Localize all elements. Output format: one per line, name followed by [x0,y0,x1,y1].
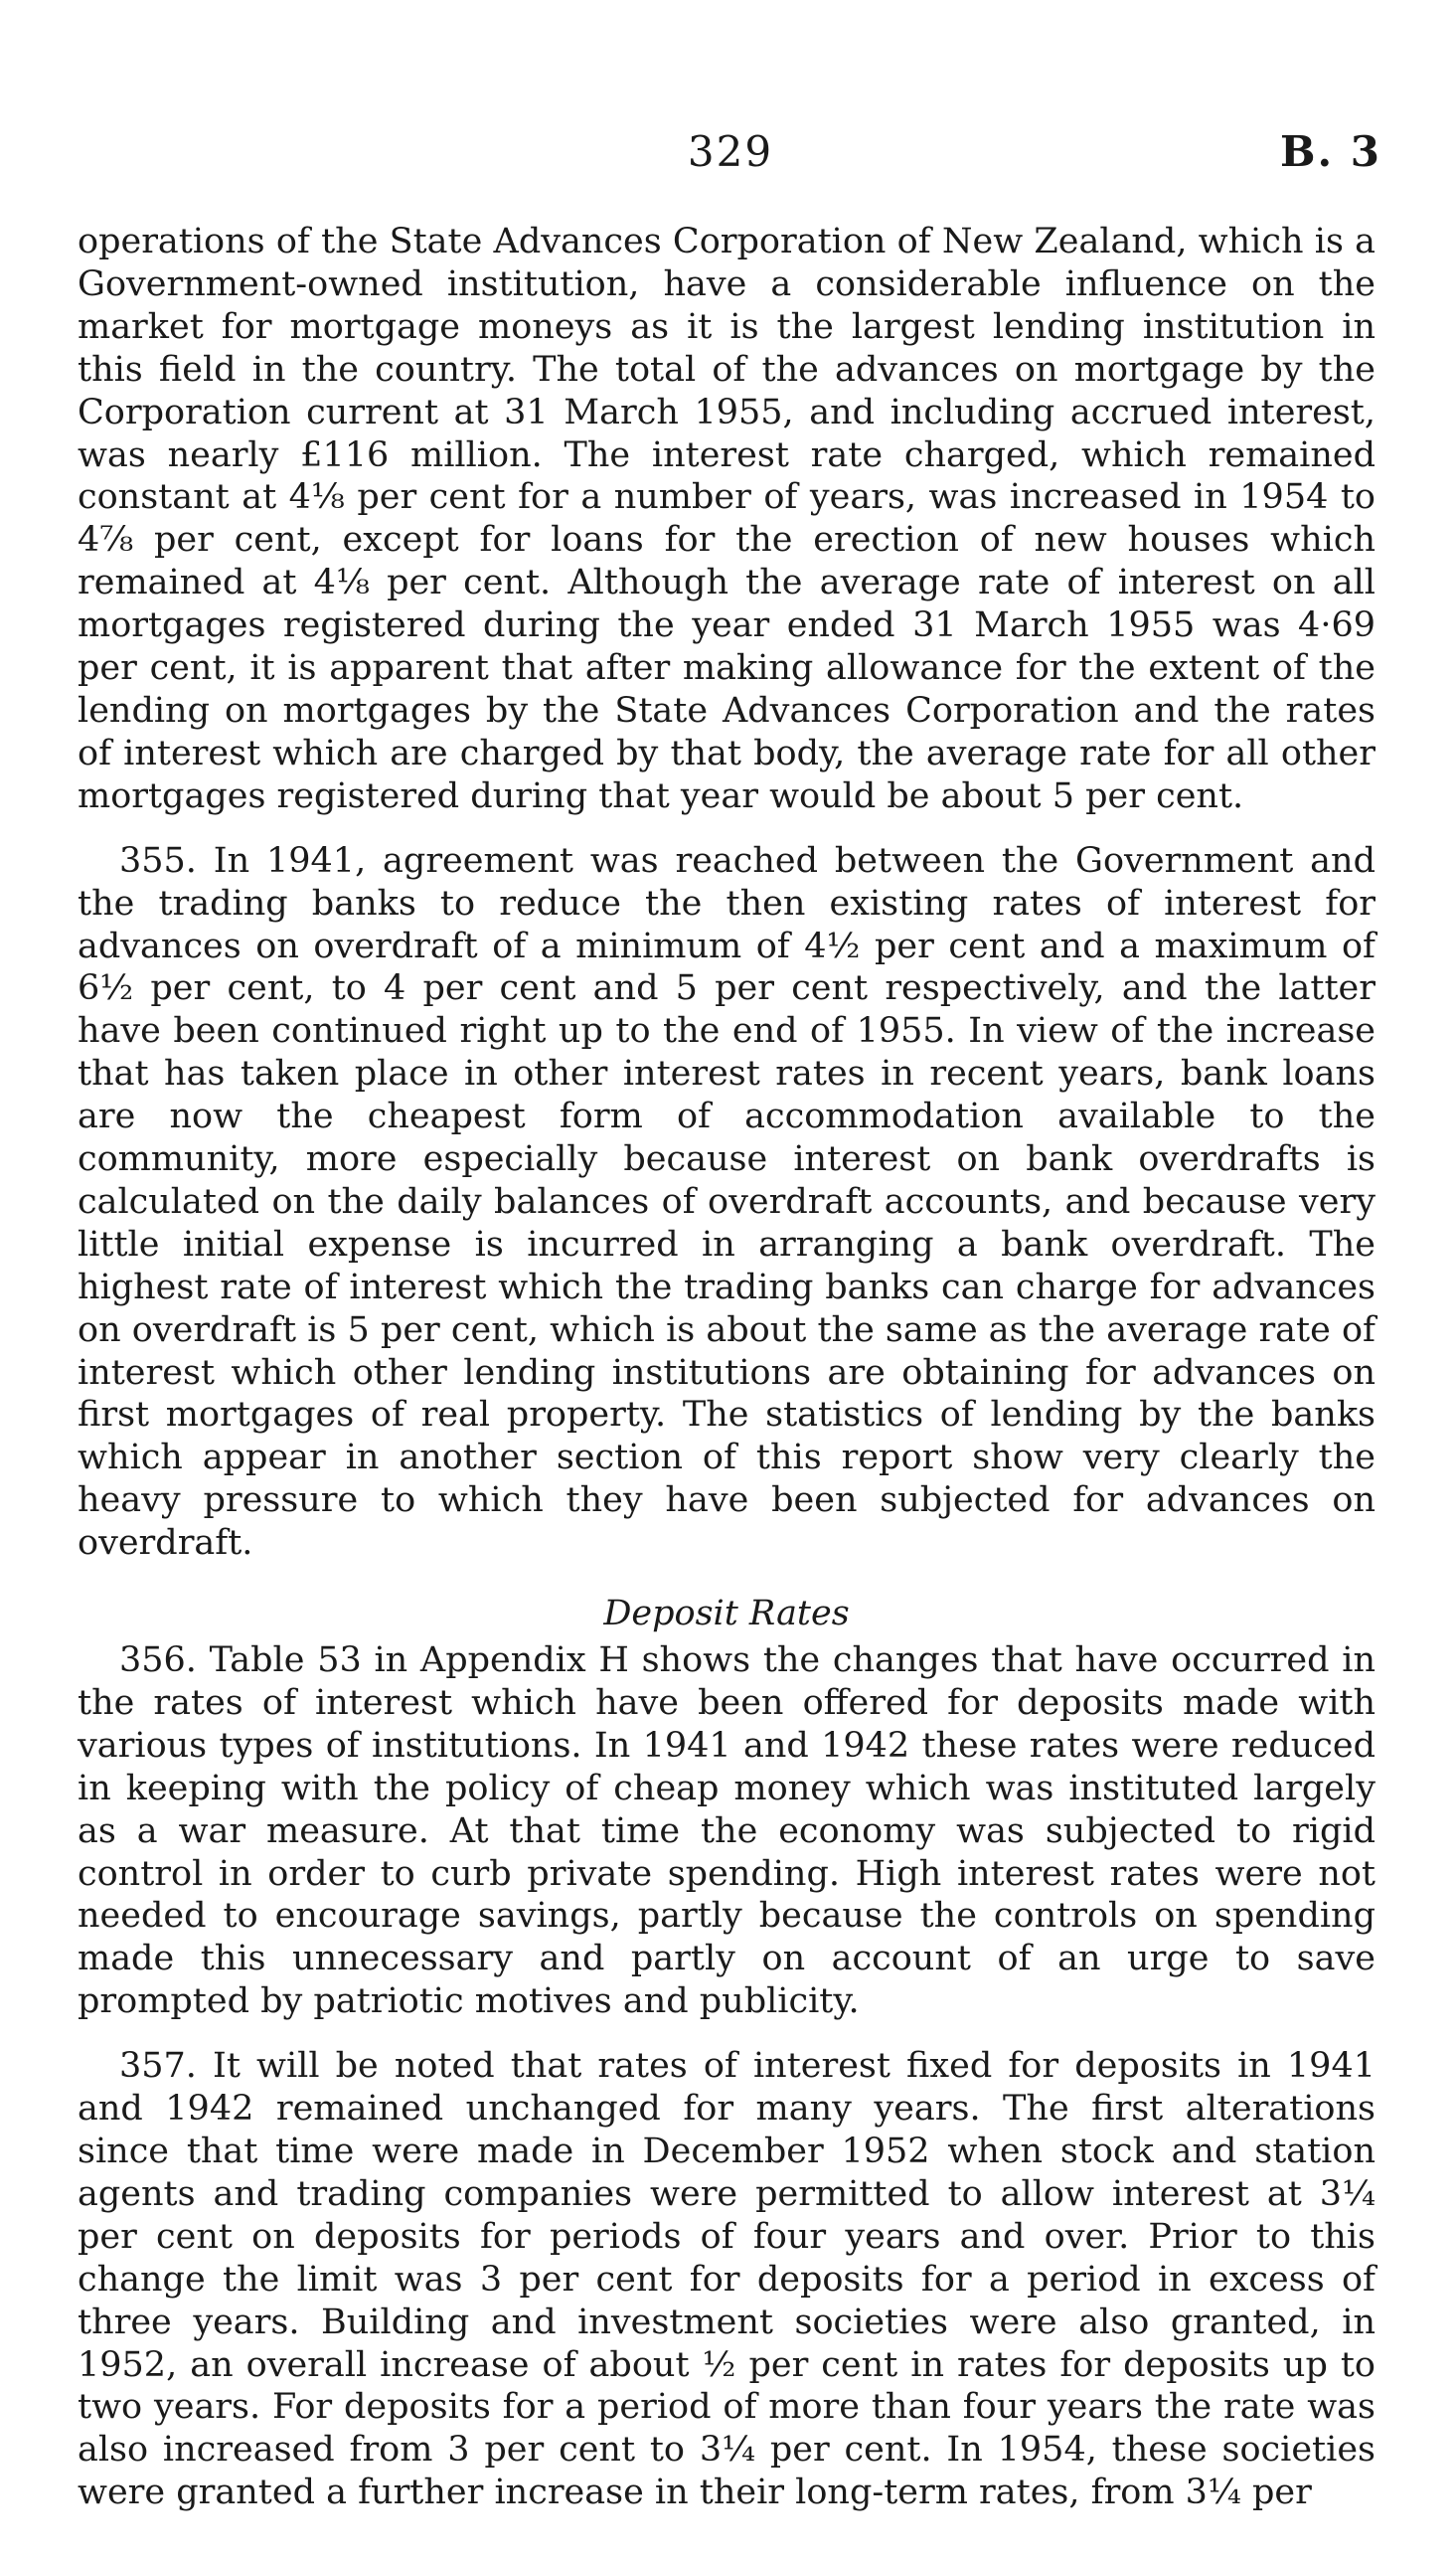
paragraph-355: 355. In 1941, agreement was reached between the Government and the trading banks to reduce the then existing rates of interest for advances on overdraft of a minimum of 4½ per cent and a maximum of 6½ per cent, to 4 per cent and 5 per cent respectively, and the latter have been continued right up to the end of 1955. In view of the increase that has taken place in other interest rates in recent years, bank loans are now the cheapest form of accommodation available to the community, more especially because interest on bank overdrafts is calculated on the daily balances of overdraft accounts, and because very little initial expense is incurred in arranging a bank overdraft. The highest rate of interest which the trading banks can charge for advances on overdraft is 5 per cent, which is about the same as the average rate of interest which other lending institutions are obtaining for advances on first mortgages of real property. The statistics of lending by the banks which appear in another section of this report show very clearly the heavy pressure to which they have been subjected for advances on overdraft. [78,840,1375,1564]
page-number: 329 [687,127,774,176]
paragraph-continuation: operations of the State Advances Corporation of New Zealand, which is a Government-owned institution, have a considerable influence on the market for mortgage moneys as it is the largest lending institution in this field in the country. The total of the advances on mortgage by the Corporation current at 31 March 1955, and including accrued interest, was nearly £116 million. The interest rate charged, which remained constant at 4⅛ per cent for a number of years, was increased in 1954 to 4⅞ per cent, except for loans for the erection of new houses which remained at 4⅛ per cent. Although the average rate of interest on all mortgages registered during the year ended 31 March 1955 was 4·69 per cent, it is apparent that after making allowance for the extent of the lending on mortgages by the State Advances Corporation and the rates of interest which are charged by that body, the average rate for all other mortgages registered during that year would be about 5 per cent. [78,222,1375,816]
page-header [80,127,1381,187]
section-heading: Deposit Rates [603,1594,850,1634]
body-text [78,221,1375,2536]
document-reference: B. 3 [1280,127,1381,176]
paragraph-356: 356. Table 53 in Appendix H shows the changes that have occurred in the rates of interest which have been offered for deposits made with various types of institutions. In 1941 and 1942 these rates were reduced in keeping with the policy of cheap money which was instituted largely as a war measure. At that time the economy was subjected to rigid control in order to curb private spending. High interest rates were not needed to encourage savings, partly because the controls on spending made this unnecessary and partly on account of an urge to save prompted by patriotic motives and publicity. [78,1640,1375,2022]
paragraph-357: 357. It will be noted that rates of interest fixed for deposits in 1941 and 1942 remained unchanged for many years. The first alterations since that time were made in December 1952 when stock and station agents and trading companies were permitted to allow interest at 3¼ per cent on deposits for periods of four years and over. Prior to this change the limit was 3 per cent for deposits for a period in excess of three years. Building and investment societies were also granted, in 1952, an overall increase of about ½ per cent in rates for deposits up to two years. For deposits for a period of more than four years the rate was also increased from 3 per cent to 3¼ per cent. In 1954, these societies were granted a further increase in their long-term rates, from 3¼ per [78,2046,1375,2513]
